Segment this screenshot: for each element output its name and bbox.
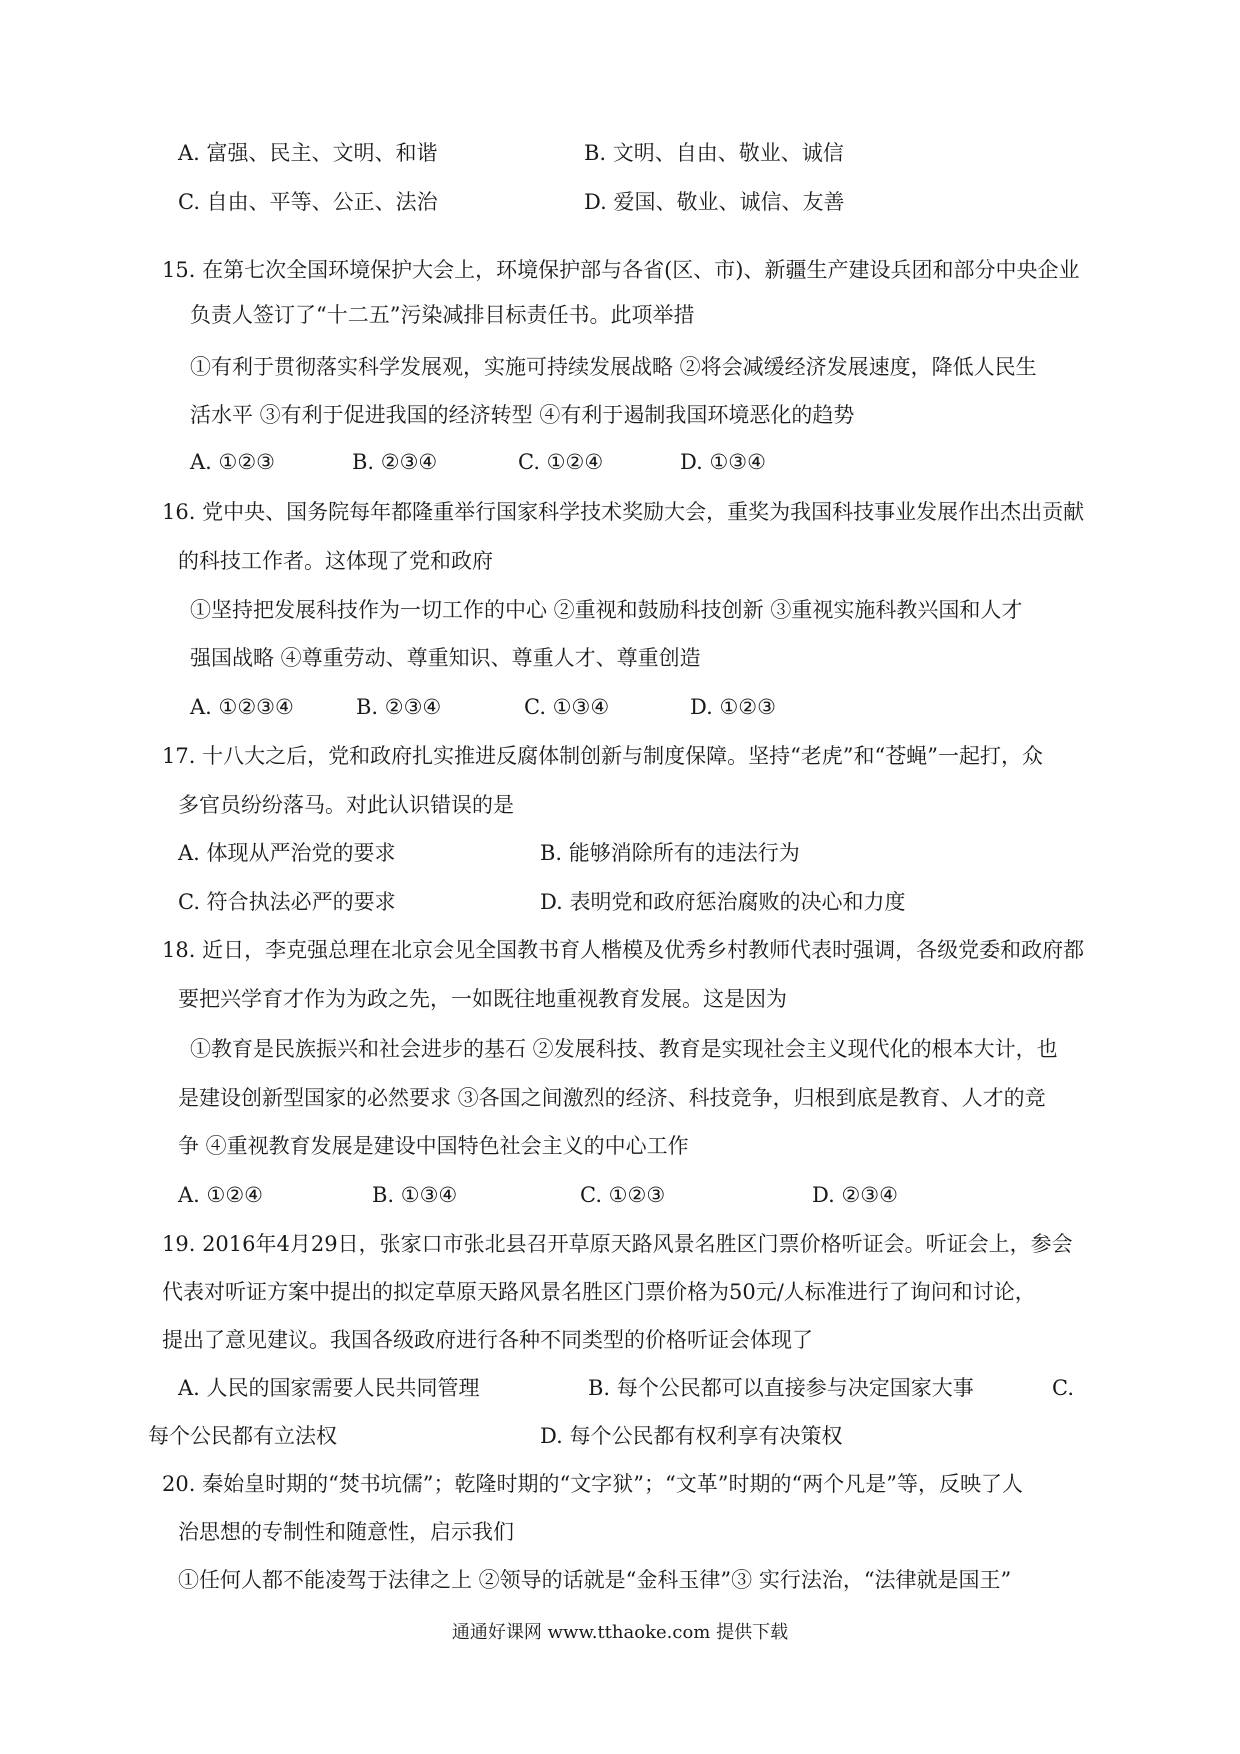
q18-items-line3: 争 ④重视教育发展是建设中国特色社会主义的中心工作 — [178, 1134, 689, 1158]
q19-option-c-label: C. — [1052, 1376, 1074, 1400]
q19-option-a: A. 人民的国家需要人民共同管理 — [178, 1376, 480, 1400]
q16-option-d: D. ①②③ — [690, 695, 776, 719]
q16-option-b: B. ②③④ — [356, 695, 442, 719]
page-footer: 通通好课网 www.tthaoke.com 提供下载 — [451, 1622, 789, 1643]
q17-stem-line1: 17. 十八大之后，党和政府扎实推进反腐体制创新与制度保障。坚持“老虎”和“苍蝇”一起打，众 — [162, 744, 1044, 768]
q17-option-a: A. 体现从严治党的要求 — [178, 841, 396, 865]
q19-stem-line3: 提出了意见建议。我国各级政府进行各种不同类型的价格听证会体现了 — [162, 1328, 813, 1352]
q14-option-c: C. 自由、平等、公正、法治 — [178, 190, 438, 214]
q15-items-line2: 活水平 ③有利于促进我国的经济转型 ④有利于遏制我国环境恶化的趋势 — [190, 403, 855, 427]
q18-items-line2: 是建设创新型国家的必然要求 ③各国之间激烈的经济、科技竞争，归根到底是教育、人才的竞 — [178, 1086, 1046, 1110]
q19-stem-line2: 代表对听证方案中提出的拟定草原天路风景名胜区门票价格为50元/人标准进行了询问和讨论， — [162, 1280, 1036, 1304]
q17-option-b: B. 能够消除所有的违法行为 — [540, 841, 800, 865]
q16-stem-line1: 16. 党中央、国务院每年都隆重举行国家科学技术奖励大会，重奖为我国科技事业发展作出杰出贡献 — [162, 500, 1085, 524]
q14-option-d: D. 爱国、敬业、诚信、友善 — [584, 190, 845, 214]
q16-option-a: A. ①②③④ — [190, 695, 294, 719]
q15-stem-line1: 15. 在第七次全国环境保护大会上，环境保护部与各省(区、市)、新疆生产建设兵团和部分中央企业 — [162, 258, 1080, 282]
q17-option-d: D. 表明党和政府惩治腐败的决心和力度 — [540, 890, 906, 914]
q14-option-b: B. 文明、自由、敬业、诚信 — [584, 141, 844, 165]
q18-items-line1: ①教育是民族振兴和社会进步的基石 ②发展科技、教育是实现社会主义现代化的根本大计，也 — [190, 1037, 1058, 1061]
q15-option-d: D. ①③④ — [680, 450, 766, 474]
q20-items-line1: ①任何人都不能凌驾于法律之上 ②领导的话就是“金科玉律”③ 实行法治，“法律就是国王” — [178, 1568, 1012, 1592]
q15-items-line1: ①有利于贯彻落实科学发展观，实施可持续发展战略 ②将会减缓经济发展速度，降低人民生 — [190, 355, 1037, 379]
q17-stem-line2: 多官员纷纷落马。对此认识错误的是 — [178, 793, 514, 817]
q19-stem-line1: 19. 2016年4月29日，张家口市张北县召开草原天路风景名胜区门票价格听证会。听证会上，参会 — [162, 1232, 1073, 1256]
q20-stem-line1: 20. 秦始皇时期的“焚书坑儒”；乾隆时期的“文字狱”；“文革”时期的“两个凡是”等，反映了人 — [162, 1472, 1023, 1496]
q16-items-line1: ①坚持把发展科技作为一切工作的中心 ②重视和鼓励科技创新 ③重视实施科教兴国和人才 — [190, 598, 1023, 622]
q16-stem-line2: 的科技工作者。这体现了党和政府 — [178, 549, 493, 573]
q15-option-a: A. ①②③ — [190, 450, 275, 474]
q18-stem-line2: 要把兴学育才作为为政之先，一如既往地重视教育发展。这是因为 — [178, 987, 787, 1011]
q18-stem-line1: 18. 近日，李克强总理在北京会见全国教书育人楷模及优秀乡村教师代表时强调，各级党委和政府都 — [162, 938, 1085, 962]
q19-option-d: D. 每个公民都有权利享有决策权 — [540, 1424, 843, 1448]
q17-option-c: C. 符合执法必严的要求 — [178, 890, 396, 914]
q15-option-c: C. ①②④ — [518, 450, 604, 474]
q18-option-a: A. ①②④ — [178, 1183, 263, 1207]
q18-option-d: D. ②③④ — [812, 1183, 898, 1207]
q18-option-b: B. ①③④ — [372, 1183, 458, 1207]
q19-option-c: 每个公民都有立法权 — [148, 1424, 337, 1448]
q15-stem-line2: 负责人签订了“十二五”污染减排目标责任书。此项举措 — [190, 303, 695, 327]
q16-items-line2: 强国战略 ④尊重劳动、尊重知识、尊重人才、尊重创造 — [190, 646, 701, 670]
q19-option-b: B. 每个公民都可以直接参与决定国家大事 — [588, 1376, 974, 1400]
q16-option-c: C. ①③④ — [524, 695, 610, 719]
q15-option-b: B. ②③④ — [352, 450, 438, 474]
q20-stem-line2: 治思想的专制性和随意性，启示我们 — [178, 1520, 514, 1544]
q18-option-c: C. ①②③ — [580, 1183, 666, 1207]
q14-option-a: A. 富强、民主、文明、和谐 — [178, 141, 438, 165]
